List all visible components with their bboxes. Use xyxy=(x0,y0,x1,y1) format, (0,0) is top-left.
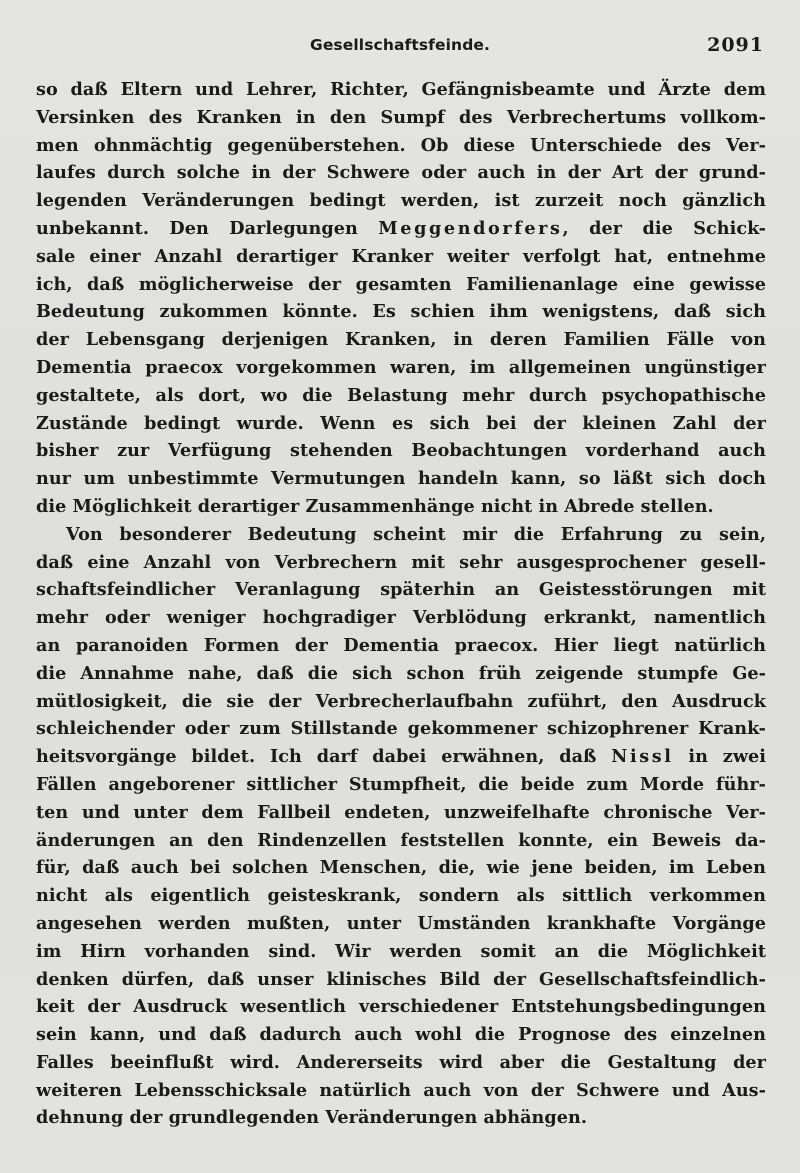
text-line: keit der Ausdruck wesentlich verschiedener Entstehungsbedingungen xyxy=(36,996,766,1018)
page-number: 2091 xyxy=(707,34,764,56)
text-line: daß eine Anzahl von Verbrechern mit sehr ausgesprochener gesell- xyxy=(36,551,766,573)
text-line: Versinken des Kranken in den Sumpf des Verbrechertums vollkom- xyxy=(36,106,766,128)
text-line: änderungen an den Rindenzellen feststellen konnte, ein Beweis da- xyxy=(36,829,766,851)
text-line: sale einer Anzahl derartiger Kranker weiter verfolgt hat, entnehme xyxy=(36,245,766,267)
text-line: Falles beeinflußt wird. Andererseits wird aber die Gestaltung der xyxy=(36,1051,766,1073)
text-fragment: heitsvorgänge bildet. Ich darf dabei erwähnen, daß xyxy=(36,746,612,768)
page-header xyxy=(0,34,800,58)
text-line xyxy=(36,215,766,243)
text-line: mehr oder weniger hochgradiger Verblödung erkrankt, namentlich xyxy=(36,607,766,629)
author-name: Nissl xyxy=(611,746,674,768)
text-line: denken dürfen, daß unser klinisches Bild der Gesellschaftsfeindlich- xyxy=(36,968,766,990)
text-line: Dementia praecox vorgekommen waren, im allgemeinen ungünstiger xyxy=(36,356,766,378)
text-line: gestaltete, als dort, wo die Belastung mehr durch psychopathische xyxy=(36,384,766,406)
text-line: so daß Eltern und Lehrer, Richter, Gefängnisbeamte und Ärzte dem xyxy=(36,79,766,100)
text-line: im Hirn vorhanden sind. Wir werden somit an die Möglichkeit xyxy=(36,940,766,962)
text-fragment: unbekannt. Den Darlegungen xyxy=(36,217,379,239)
text-line: schleichender oder zum Stillstande gekommener schizophrener Krank- xyxy=(36,718,766,740)
text-line: legenden Veränderungen bedingt werden, ist zurzeit noch gänzlich xyxy=(36,190,766,212)
text-line: Fällen angeborener sittlicher Stumpfheit, die beide zum Morde führ- xyxy=(36,773,766,795)
text-line: dehnung der grundlegenden Veränderungen abhängen. xyxy=(36,1107,588,1129)
text-line: sein kann, und daß dadurch auch wohl die Prognose des einzelnen xyxy=(36,1024,766,1046)
text-line: weiteren Lebensschicksale natürlich auch von der Schwere und Aus- xyxy=(36,1079,766,1101)
text-line: ich, daß möglicherweise der gesamten Familienanlage eine gewisse xyxy=(36,273,766,295)
text-line: ten und unter dem Fallbeil endeten, unzweifelhafte chronische Ver- xyxy=(36,801,766,823)
text-fragment: , der die Schick- xyxy=(562,217,766,239)
text-line: die Möglichkeit derartiger Zusammenhänge nicht in Abrede stellen. xyxy=(36,495,714,517)
text-line: für, daß auch bei solchen Menschen, die, wie jene beiden, im Leben xyxy=(36,857,766,879)
text-line: nicht als eigentlich geisteskrank, sondern als sittlich verkommen xyxy=(36,885,766,907)
body-text xyxy=(36,76,766,1132)
text-line: mütlosigkeit, die sie der Verbrecherlaufbahn zuführt, den Ausdruck xyxy=(36,690,766,712)
text-line: men ohnmächtig gegenüberstehen. Ob diese Unterschiede des Ver- xyxy=(36,134,766,156)
text-line: nur um unbestimmte Vermutungen handeln kann, so läßt sich doch xyxy=(36,468,766,490)
running-title: Gesellschaftsfeinde. xyxy=(310,36,490,54)
text-fragment: in zwei xyxy=(673,746,766,768)
text-line: Bedeutung zukommen könnte. Es schien ihm wenigstens, daß sich xyxy=(36,301,766,323)
text-line: angesehen werden mußten, unter Umständen krankhafte Vorgänge xyxy=(36,912,766,934)
text-line: an paranoiden Formen der Dementia praecox. Hier liegt natürlich xyxy=(36,634,766,656)
text-line: laufes durch solche in der Schwere oder auch in der Art der grund- xyxy=(36,162,766,184)
text-line xyxy=(36,743,766,771)
text-line: schaftsfeindlicher Veranlagung späterhin an Geistesstörungen mit xyxy=(36,579,766,601)
author-name: Meggendorfers xyxy=(378,217,563,239)
text-line: Zustände bedingt wurde. Wenn es sich bei der kleinen Zahl der xyxy=(36,412,766,434)
text-line: die Annahme nahe, daß die sich schon früh zeigende stumpfe Ge- xyxy=(36,662,766,684)
text-line: bisher zur Verfügung stehenden Beobachtungen vorderhand auch xyxy=(36,440,766,462)
text-line: Von besonderer Bedeutung scheint mir die Erfahrung zu sein, xyxy=(66,523,766,545)
text-line: der Lebensgang derjenigen Kranken, in deren Familien Fälle von xyxy=(36,329,766,351)
